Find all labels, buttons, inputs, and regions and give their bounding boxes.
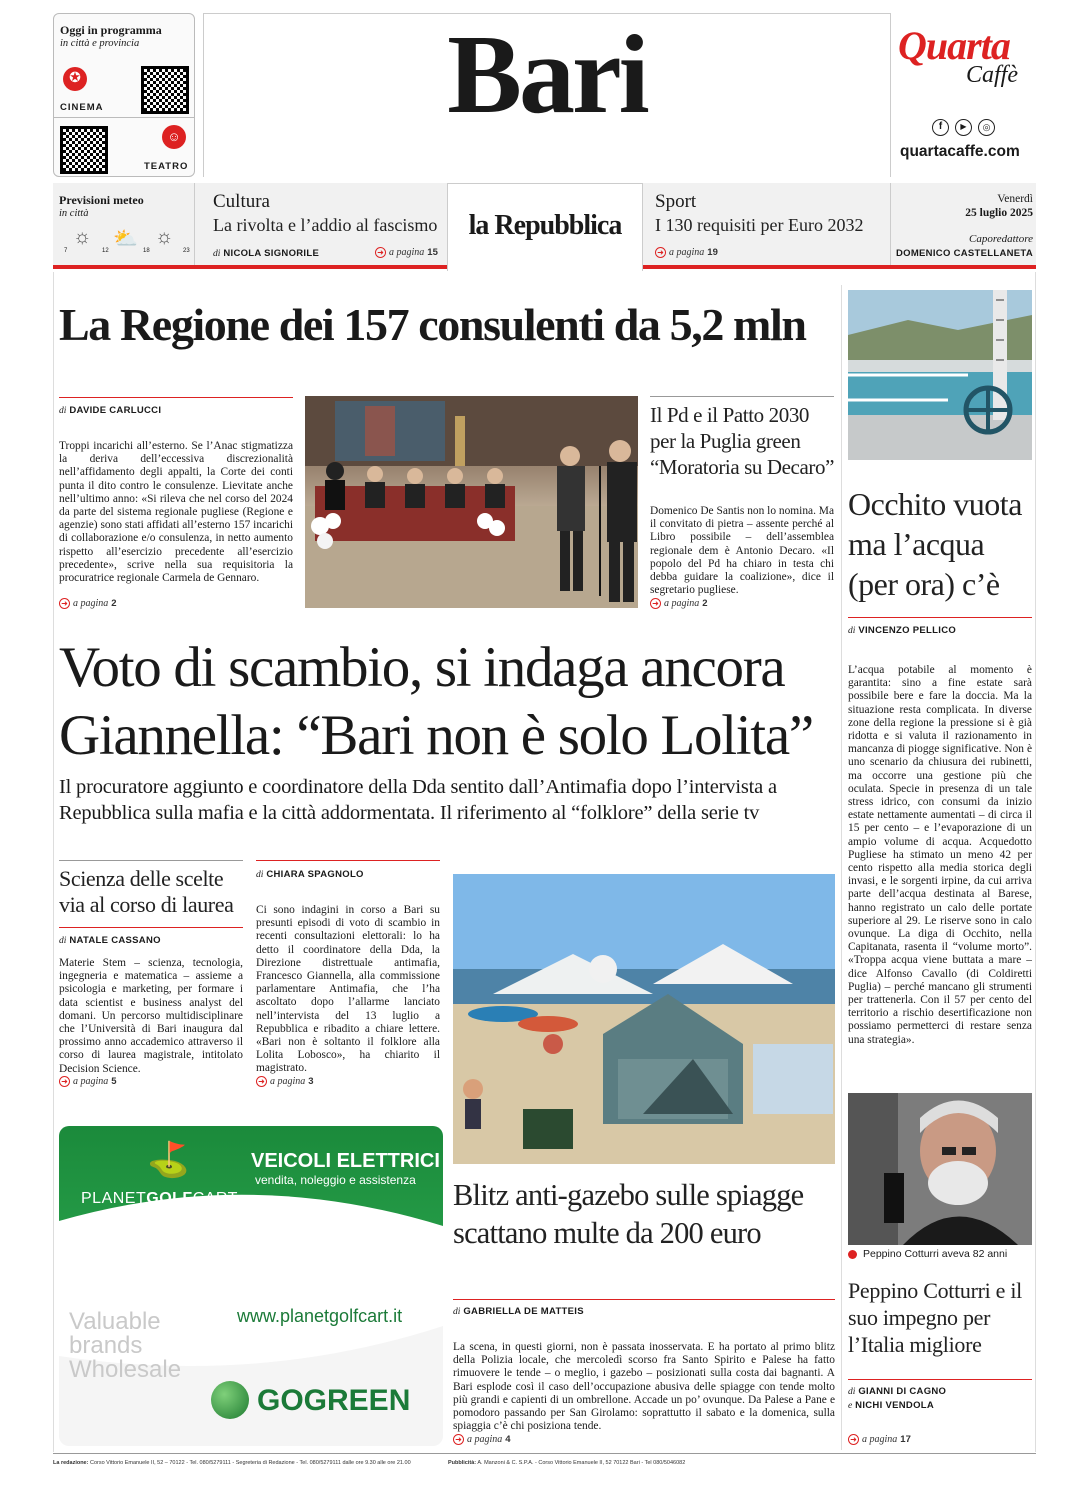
cultura-headline: La rivolta e l’addio al fascismo [213,215,438,235]
arrow-icon: ➜ [655,247,666,258]
arrow-icon: ➜ [453,1434,464,1445]
corte-conti-photo [305,396,638,608]
reservoir-photo [848,290,1032,460]
lead-byline: di DAVIDE CARLUCCI [59,405,162,416]
arrow-icon: ➜ [59,1076,70,1087]
occhito-headline[interactable]: Occhito vuota ma l’acqua (per ora) c’è [848,486,1022,602]
ad-brand: PLANETGOLFCART [81,1190,238,1207]
scienza-byline: di NATALE CASSANO [59,935,161,946]
dateline-role: Caporedattore [969,233,1033,245]
ad-gogreen: GOGREEN [257,1384,411,1417]
scienza-headline[interactable]: Scienza delle scelte via al corso di laurea [59,866,234,917]
lead-headline[interactable]: La Regione dei 157 consulenti da 5,2 mln [59,299,806,350]
meteo-hour: 18 [143,248,150,254]
occhito-byline: di VINCENZO PELLICO [848,625,957,636]
cinema-label: CINEMA [60,102,104,113]
footer-pubblicita: Pubblicità: A. Manzoni & C. S.P.A. - Corso Vittorio Emanuele II, 52 70122 Bari - Tel 080/5046082 [448,1460,686,1466]
youtube-icon[interactable]: ▶ [955,119,972,136]
scienza-byline-rule [59,927,243,928]
planetgolfcart-ad[interactable] [59,1126,443,1446]
pd-page-ref[interactable]: ➜ a pagina 2 [650,598,708,609]
voto-body: Ci sono indagini in corso a Bari su presunti episodi di voto di scambio in recenti consultazioni elettorali: lo ha detto il coordinatore della Dda, la Direzione distrettuale antimafia, Francesco Giannella, alla commissione parlamentare Antimafia, che l’ha ascoltato dopo l’allarme lanciato nell’intervista del 13 luglio a Repubblica e ribadito a chiare lettere. «Bari non è soltanto il folklore alla Lolita Lobosco», ha chiarito il magistrato. [256,904,440,1075]
programma-subtitle: in città e provincia [60,38,140,49]
pd-rule [650,396,834,397]
arrow-icon: ➜ [59,598,70,609]
dateline-name: DOMENICO CASTELLANETA [895,248,1033,259]
reservoir-photo-graphic [848,290,1032,460]
sport-headline: I 130 requisiti per Euro 2032 [655,215,864,235]
cotturri-byline-rule [848,1379,1032,1380]
cotturri-byline-2: e NICHI VENDOLA [848,1400,935,1411]
weather-sun-icon: ☼ [155,226,174,248]
weather-sun-icon: ☼ [73,226,92,248]
cotturri-photo [848,1093,1032,1245]
dateline-date: 25 luglio 2025 [965,207,1033,219]
meteo-box [53,183,195,265]
gazebo-body: La scena, in questi giorni, non è passata inosservata. E ha portato al primo blitz della Polizia locale, che mercoledì scorso fra Santo Spirito e Palese ha fatto rimuovere le tende – o meglio, i gazebo – posizionati sulla costa dai bagnanti. A Bari esplode così il caso dell’occupazione abusiva delle spiagge con tende molto più grandi e capienti di un ombrellone. Accade un po’ ovunque. Da Palese a Pane e pomodoro passando per San Girolamo: soprattutto il sabato e la domenica, sulla spiaggia c’è chi posiziona tende. [453,1341,835,1433]
scienza-body: Materie Stem – scienza, tecnologia, ingegneria e matematica – assieme a psicologia e marketing, per formare i data scientist e business analyst del domani. Un percorso multidisciplinare che l’Università di Bari inaugura dal prossimo anno accademico attraverso il corso di laurea magistrale, intitolato Decision Science. [59,957,243,1075]
cultura-byline: di NICOLA SIGNORILE [213,248,320,259]
programma-title: Oggi in programma [60,23,162,37]
programma-divider [54,117,194,118]
footer-rule [53,1453,1036,1454]
teatro-label: TEATRO [144,161,189,172]
lead-body: Troppi incarichi all’esterno. Se l’Anac stigmatizza la deriva dell’eccessiva discrezionalità nell’affidamento degli appalti, la Corte dei conti punta il dito contro le consulenze. Lievitate anche nell’ultimo anno: «Si rileva che nel corso del 2024 da parte del sistema regionale pugliese (Regione e agenzie) sono stati affidati all’esterno 157 incarichi di collaborazione e/o consulenza, in netto aumento rispetto all’esercizio precedente all’esercizio precedente», scrive nella sua requisitoria la procuratrice regionale Carmela de Gennaro. [59,440,293,585]
ad-url[interactable]: www.planetgolfcart.it [237,1306,403,1326]
ad-title: VEICOLI ELETTRICI [251,1150,440,1172]
masthead-title: Bari [447,13,647,137]
social-links [932,119,995,136]
gazebo-headline[interactable]: Blitz anti-gazebo sulle spiagge scattano multe da 200 euro [453,1178,804,1250]
occhito-body: L’acqua potabile al momento è garantita: sino a fine estate sarà possibile bere e fare la doccia. Ma la situazione resta complicata. In diverse zone della regione la pressione si è già ridotta e si valuta il razionamento in mancanza di piogge significative. Non è uno scenario da chiusura dei rubinetti, ma occorre una gestione più che oculata. Specie in presenza di un tale stress idrico, con consumi da inizio estate nettamente aumentati – di circa il 15 per cento – e l’evaporazione di un ampio volume di acqua. Acquedotto Pugliese ha stimato un meno 42 per cento rispetto alla media storica degli invasi, e le sorgenti irpine, da cui arriva parte dell’acqua destinata al Barese, hanno registrato un calo delle portate superiore al 29. Le riserve sono in calo ovunque. La diga di Occhito, nella Capitanata, rasenta il “volume morto”. «Troppa acqua viene buttata a mare – dice Alfonso Cavallo (di Coldiretti Puglia) – perché mancano gli strumenti per trattenerla. Con il 57 per cento del territorio a rischio desertificazione non possiamo permetterci di restare senza una strategia». [848,664,1032,1046]
ad-subtitle: vendita, noleggio e assistenza [255,1173,416,1187]
pd-body: Domenico De Santis non lo nomina. Ma il convitato di pietra – assente perché al Libro possibile – dell’assemblea regionale dem è Antonio Decaro. «Il popolo del Pd ha chiaro in testa chi debba guidare la coalizione», dice il segretario pugliese. [650,505,834,597]
sponsor-url[interactable]: quartacaffe.com [900,143,1020,160]
gazebo-page-ref[interactable]: ➜ a pagina 4 [453,1434,511,1445]
cotturri-page-ref[interactable]: ➜ a pagina 17 [848,1434,911,1445]
teatro-qr-code[interactable] [60,126,108,174]
globe-icon [211,1381,249,1419]
beach-gazebo-photo-graphic [453,874,835,1164]
cinema-qr-code[interactable] [141,66,189,114]
teatro-icon[interactable]: ☺ [162,125,186,149]
corte-conti-photo-graphic [305,396,638,608]
column-divider [841,285,842,1450]
arrow-icon: ➜ [256,1076,267,1087]
sport-box[interactable] [645,183,891,265]
repubblica-logo[interactable]: la Repubblica [468,210,622,241]
sport-section: Sport [655,191,697,212]
caption-bullet-icon [848,1250,857,1259]
arrow-icon: ➜ [375,247,386,258]
cotturri-photo-graphic [848,1093,1032,1245]
arrow-icon: ➜ [650,598,661,609]
lead-byline-rule [59,397,293,398]
cultura-section: Cultura [213,191,270,212]
footer-redazione: La redazione: Corso Vittorio Emanuele II, 52 – 70122 - Tel. 080/5279111 - Segreteria di Redazione - Tel. 080/5279111 dalle ore 9.30 alle ore 21.00 [53,1460,411,1466]
cotturri-caption: Peppino Cotturri aveva 82 anni [848,1248,1007,1260]
sport-page-ref[interactable]: ➜ a pagina 19 [655,247,718,258]
instagram-icon[interactable]: ◎ [978,119,995,136]
golf-cart-icon: ⛳ [147,1142,190,1179]
voto-byline: di CHIARA SPAGNOLO [256,869,364,880]
meteo-hour: 12 [102,248,109,254]
gazebo-byline: di GABRIELLA DE MATTEIS [453,1306,584,1317]
weather-cloud-sun-icon: ⛅ [113,228,138,250]
meteo-hour: 23 [183,248,190,254]
cinema-icon[interactable]: ✪ [63,67,87,91]
cotturri-byline-1: di GIANNI DI CAGNO [848,1386,947,1397]
scienza-page-ref[interactable]: ➜ a pagina 5 [59,1076,117,1087]
sponsor-logo[interactable] [896,18,1036,118]
sponsor-brand-sub: Caffè [966,62,1018,88]
programma-box [53,13,195,177]
beach-gazebo-photo [453,874,835,1164]
ad-tagline: Valuable brands Wholesale [69,1308,182,1383]
meteo-title: Previsioni meteo [59,193,144,207]
meteo-hour: 7 [64,248,68,254]
meteo-subtitle: in città [59,208,89,219]
voto-summary: Il procuratore aggiunto e coordinatore della Dda sentito dall’Antimafia dopo l’intervista a Repubblica sulla mafia e la città addormentata. Il riferimento al “folklore” della serie tv [59,776,777,824]
sponsor-brand: Quarta [898,23,1010,68]
dateline-day: Venerdì [997,193,1033,205]
gazebo-byline-rule [453,1299,835,1300]
facebook-icon[interactable]: f [932,119,949,136]
arrow-icon: ➜ [848,1434,859,1445]
cultura-box[interactable] [203,183,447,265]
dateline-box [895,183,1033,265]
occhito-byline-rule [848,617,1032,618]
cultura-page-ref[interactable]: ➜ a pagina 15 [375,247,438,258]
lead-page-ref[interactable]: ➜ a pagina 2 [59,598,117,609]
cotturri-headline[interactable]: Peppino Cotturri e il suo impegno per l’Italia migliore [848,1278,1022,1357]
voto-headline-line2[interactable]: Giannella: “Bari non è solo Lolita” [59,704,813,767]
pd-headline[interactable]: Il Pd e il Patto 2030 per la Puglia green “Moratoria su Decaro” [650,403,835,479]
scienza-rule [59,860,243,861]
voto-byline-rule [256,860,440,861]
voto-page-ref[interactable]: ➜ a pagina 3 [256,1076,314,1087]
voto-headline-line1[interactable]: Voto di scambio, si indaga ancora [59,636,785,699]
